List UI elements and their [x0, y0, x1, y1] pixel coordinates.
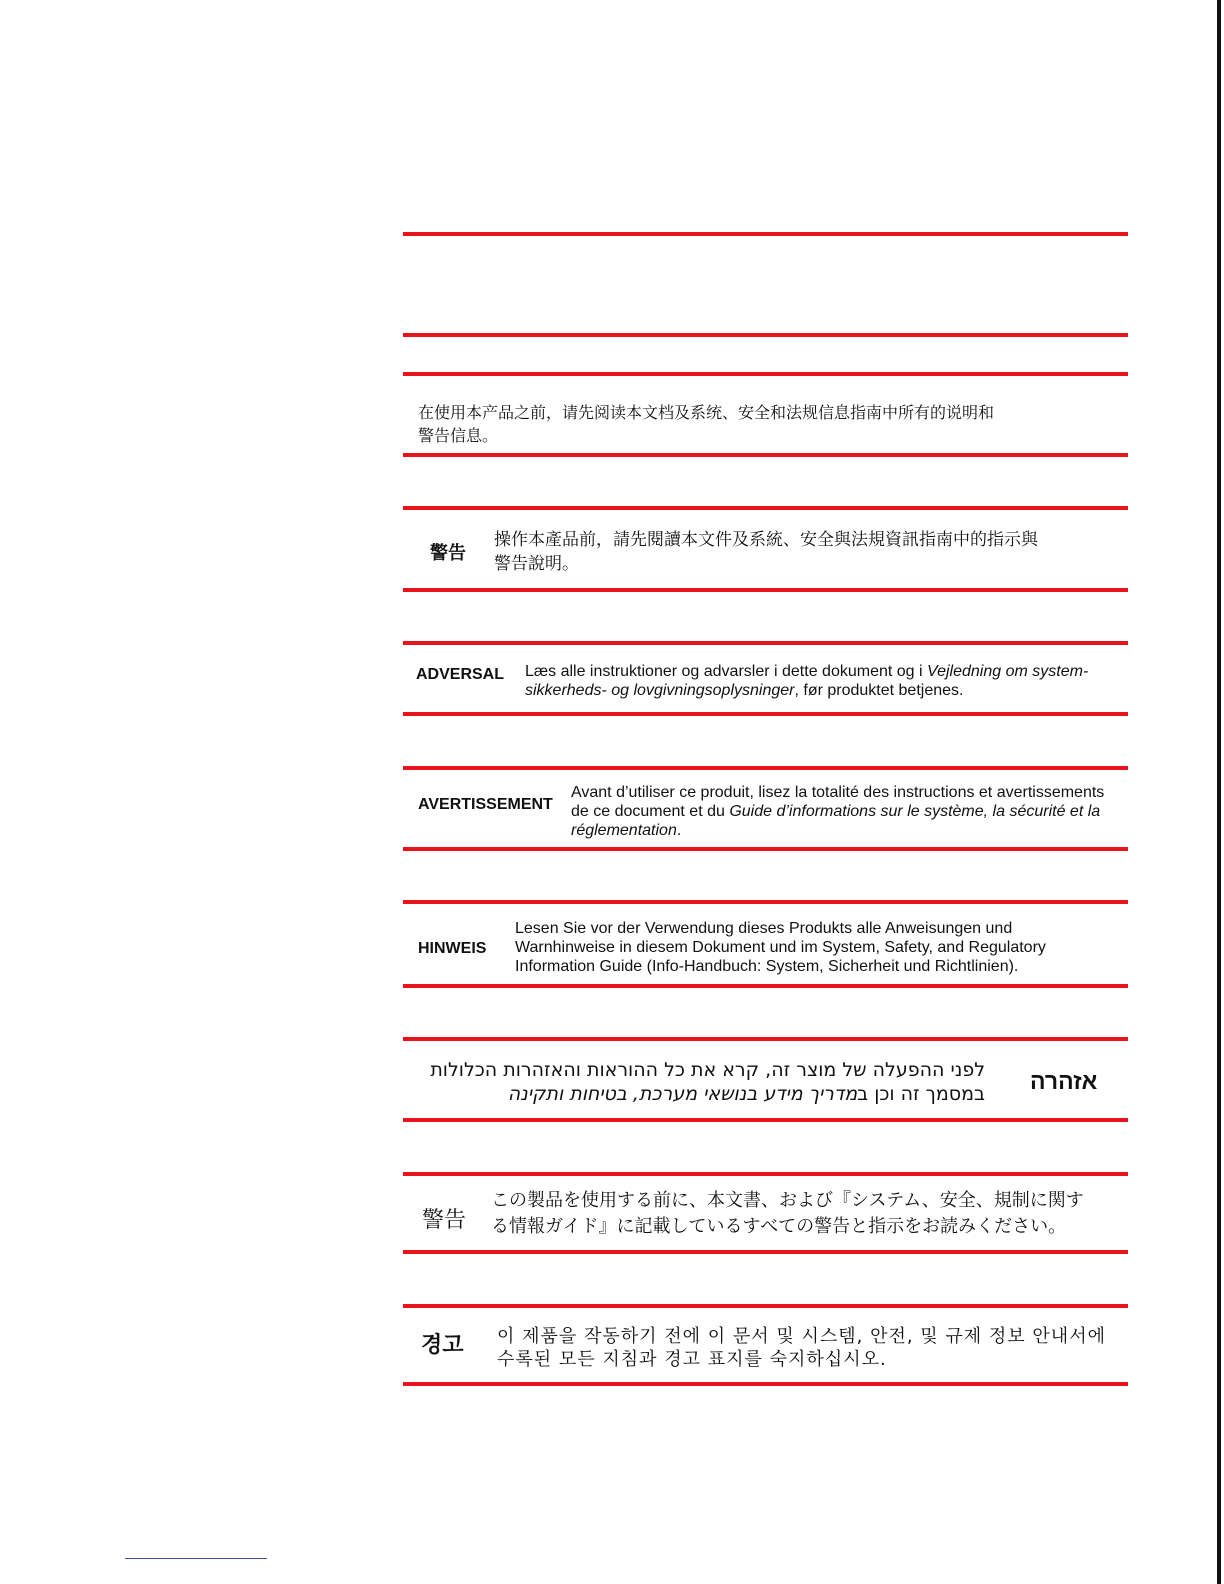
- zh-tw-top-rule: [403, 506, 1128, 510]
- ja-warning-label: 警告: [422, 1207, 467, 1232]
- zh-tw-line-1: 操作本產品前，請先閱讀本文件及系統、安全與法規資訊指南中的指示與: [494, 530, 1038, 550]
- da-line-1-italic: Vejledning om system-: [927, 663, 1089, 680]
- zh-tw-warning-text: [494, 528, 1038, 576]
- ja-line-2: る情報ガイド』に記載しているすべての警告と指示をお読みください。: [491, 1216, 1067, 1237]
- zh-tw-warning-label: 警告: [430, 543, 466, 563]
- he-line-1: לפני ההפעלה של מוצר זה, קרא את כל ההוראות והאזהרות הכלולות: [430, 1059, 985, 1081]
- ja-bottom-rule: [403, 1250, 1128, 1254]
- fr-bottom-rule: [403, 847, 1128, 851]
- he-line-2-plain: במסמך זה וכן ב: [857, 1083, 985, 1105]
- he-warning-label: אזהרה: [1030, 1068, 1098, 1094]
- de-warning-label: HINWEIS: [418, 940, 487, 957]
- de-warning-text: [515, 919, 1046, 976]
- fr-line-2-italic: Guide d’informations sur le système, la sécurité et la: [729, 803, 1101, 820]
- ja-line-1: この製品を使用する前に、本文書、および『システム、安全、規制に関す: [491, 1190, 1084, 1211]
- he-line-2-italic: מדריך מידע בנושאי מערכת, בטיחות ותקינה: [507, 1083, 858, 1105]
- footer-rule: [125, 1558, 267, 1559]
- ko-line-1: 이 제품을 작동하기 전에 이 문서 및 시스템, 안전, 및 규제 정보 안내서에: [497, 1326, 1106, 1347]
- de-top-rule: [403, 900, 1128, 904]
- fr-warning-text: [571, 783, 1104, 840]
- ko-warning-text: [497, 1325, 1106, 1371]
- da-top-rule: [403, 641, 1128, 645]
- ko-bottom-rule: [403, 1382, 1128, 1386]
- de-bottom-rule: [403, 984, 1128, 988]
- zh-tw-line-2: 警告說明。: [494, 554, 579, 574]
- ja-warning-text: [491, 1188, 1084, 1240]
- zh-cn-line-2: 警告信息。: [418, 426, 499, 445]
- ko-warning-label: 경고: [421, 1333, 464, 1358]
- ko-line-2: 수록된 모든 지침과 경고 표지를 숙지하십시오.: [497, 1349, 887, 1370]
- he-top-rule: [403, 1037, 1128, 1041]
- fr-line-3-plain: .: [676, 822, 682, 839]
- zh-cn-top-rule: [403, 372, 1128, 376]
- da-warning-text: [525, 662, 1088, 700]
- zh-cn-line-1: 在使用本产品之前，请先阅读本文档及系统、安全和法规信息指南中所有的说明和: [418, 403, 995, 422]
- page-edge-bar: [1217, 0, 1221, 1584]
- de-line-2: Warnhinweise in diesem Dokument und im System, Safety, and Regulatory: [515, 939, 1046, 956]
- ja-top-rule: [403, 1172, 1128, 1176]
- title-bottom-rule: [403, 333, 1128, 337]
- zh-cn-warning-text: [418, 401, 994, 447]
- fr-line-1: Avant d’utiliser ce produit, lisez la totalité des instructions et avertissements: [571, 784, 1105, 801]
- de-line-3: Information Guide (Info-Handbuch: System, Sicherheit und Richtlinien).: [515, 958, 1019, 975]
- top-rule: [403, 232, 1128, 236]
- zh-tw-bottom-rule: [403, 588, 1128, 592]
- da-line-2-italic: sikkerheds- og lovgivningsoplysninger: [525, 682, 795, 699]
- da-line-1-plain: Læs alle instruktioner og advarsler i dette dokument og i: [525, 663, 927, 680]
- he-bottom-rule: [403, 1118, 1128, 1122]
- fr-line-2-plain: de ce document et du: [571, 803, 730, 820]
- de-line-1: Lesen Sie vor der Verwendung dieses Produkts alle Anweisungen und: [515, 920, 1013, 937]
- zh-cn-bottom-rule: [403, 453, 1128, 457]
- fr-top-rule: [403, 766, 1128, 770]
- fr-line-3-italic: réglementation: [571, 822, 677, 839]
- da-bottom-rule: [403, 712, 1128, 716]
- ko-top-rule: [403, 1304, 1128, 1308]
- he-warning-text: [420, 1058, 985, 1106]
- da-line-2-plain: , før produktet betjenes.: [794, 682, 964, 699]
- da-warning-label: ADVERSAL: [416, 666, 505, 683]
- fr-warning-label: AVERTISSEMENT: [418, 796, 553, 813]
